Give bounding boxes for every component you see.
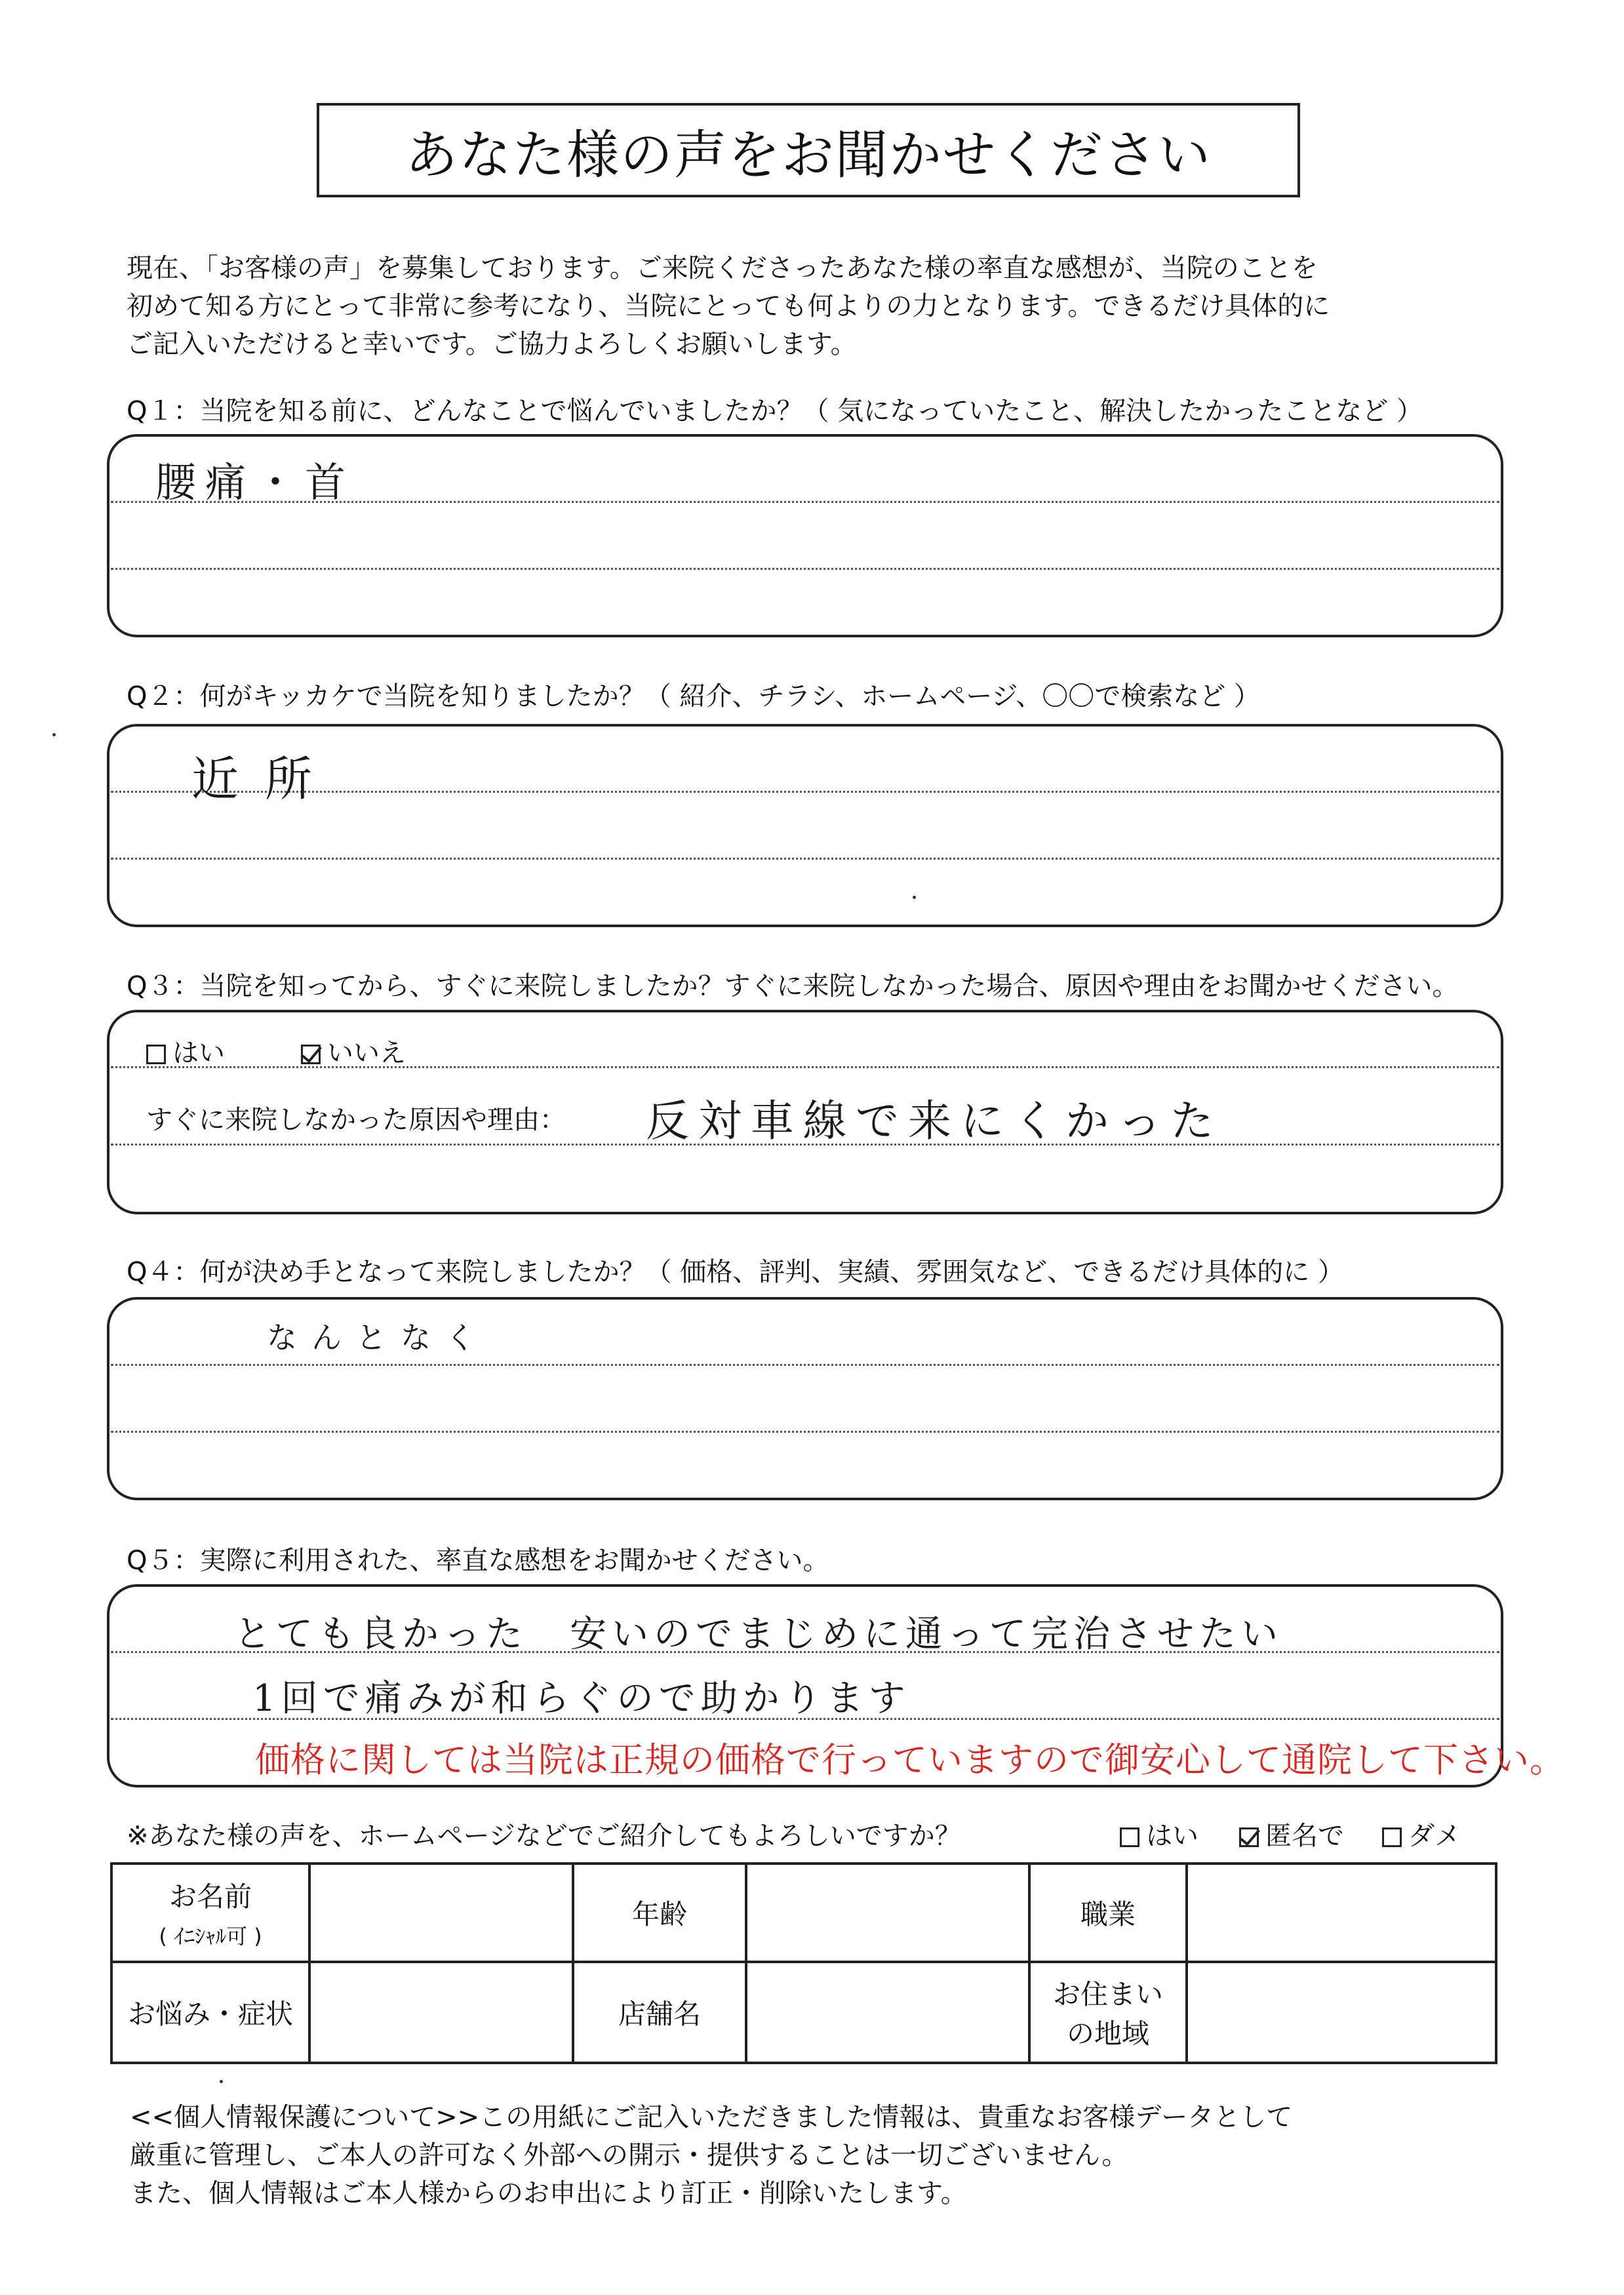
area-field[interactable]	[1187, 1962, 1496, 2063]
q4-label: Q４：何が決め手となって来院しましたか？（ 価格、評判、実績、雰囲気など、できるだけ具体的に ）	[127, 1257, 1344, 1287]
privacy-line: <<個人情報保護について>>この用紙にご記入いただきました情報は、貴重なお客様データとして	[130, 2102, 1293, 2132]
store-header: 店舗名	[573, 1962, 746, 2063]
privacy-line: 厳重に管理し、ご本人の許可なく外部への開示・提供することは一切ございません。	[130, 2140, 1128, 2170]
customer-info-table	[110, 1862, 1497, 2064]
q3-no-option[interactable]	[301, 1032, 406, 1069]
occupation-field[interactable]	[1187, 1864, 1496, 1962]
page-title: あなた様の声をお聞かせください	[317, 103, 1300, 197]
consent-no-checkbox[interactable]	[1382, 1827, 1402, 1847]
q3-yes-checkbox[interactable]	[146, 1045, 166, 1064]
age-header: 年齢	[573, 1864, 746, 1962]
q4-answer: なんとなく	[267, 1320, 490, 1355]
consent-option-no[interactable]	[1382, 1815, 1461, 1852]
q2-label: Q２：何がキッカケで当院を知りましたか？（ 紹介、チラシ、ホームページ、〇〇で検索など ）	[127, 681, 1260, 711]
consent-yes-checkbox[interactable]	[1120, 1827, 1139, 1847]
name-header: お名前 ( ｲﾆｼｬﾙ可 )	[111, 1864, 309, 1962]
scan-speck	[52, 733, 56, 736]
q5-answer-box[interactable]	[107, 1584, 1565, 1787]
scan-speck	[913, 896, 916, 899]
occupation-header: 職業	[1029, 1864, 1187, 1962]
q3-reason-answer: 反対車線で来にくかった	[646, 1096, 1223, 1146]
intro-line: 初めて知る方にとって非常に参考になり、当院にとっても何よりの力となります。できるだけ具体的に	[127, 291, 1330, 321]
symptoms-header: お悩み・症状	[111, 1962, 309, 2063]
name-note: ( ｲﾆｼｬﾙ可 )	[159, 1924, 262, 1949]
clinic-reply: 価格に関しては当院は正規の価格で行っていますので御安心して通院して下さい。	[255, 1740, 1565, 1780]
intro-line: ご記入いただけると幸いです。ご協力よろしくお願いします。	[127, 329, 857, 359]
name-field[interactable]	[309, 1864, 573, 1962]
q3-label: Q３：当院を知ってから、すぐに来院しましたか？すぐに来院しなかった場合、原因や理由をお聞かせください。	[127, 971, 1459, 1001]
intro-text	[127, 249, 1503, 363]
q5-answer-line-2: 1回で痛みが和らぐので助かります	[252, 1677, 911, 1720]
symptoms-field[interactable]	[309, 1962, 573, 2063]
consent-anonymous-label: 匿名で	[1265, 1821, 1344, 1851]
area-header: お住まい の地域	[1029, 1962, 1187, 2063]
consent-anonymous-checkbox[interactable]	[1239, 1827, 1259, 1847]
q1-answer-box[interactable]	[107, 434, 1503, 637]
q3-answer-box[interactable]	[107, 1010, 1503, 1214]
q5-label: Q５：実際に利用された、率直な感想をお聞かせください。	[127, 1546, 829, 1576]
privacy-notice	[130, 2098, 1292, 2212]
q3-no-label: いいえ	[327, 1038, 406, 1068]
age-field[interactable]	[746, 1864, 1029, 1962]
q2-answer-box[interactable]	[107, 724, 1503, 927]
consent-yes-label: はい	[1146, 1821, 1198, 1851]
consent-question: ※あなた様の声を、ホームページなどでご紹介してもよろしいですか？	[127, 1821, 961, 1851]
consent-option-yes[interactable]	[1120, 1815, 1198, 1852]
q1-answer: 腰痛・首	[155, 458, 355, 506]
consent-option-anonymous[interactable]	[1239, 1815, 1344, 1852]
intro-line: 現在、「お客様の声」を募集しております。ご来院くださったあなた様の率直な感想が、当院のことを	[127, 253, 1318, 283]
q4-answer-box[interactable]	[107, 1297, 1503, 1500]
q5-answer-line-1: とても良かった 安いのでまじめに通って完治させたい	[234, 1613, 1283, 1656]
q2-answer: 近所	[191, 751, 339, 807]
consent-no-label: ダメ	[1408, 1821, 1461, 1851]
privacy-line: また、個人情報はご本人様からのお申出により訂正・削除いたします。	[130, 2178, 967, 2208]
q3-yes-label: はい	[172, 1038, 225, 1068]
q3-yes-option[interactable]	[146, 1032, 225, 1069]
q3-reason-label: すぐに来院しなかった原因や理由：	[146, 1105, 566, 1135]
store-field[interactable]	[746, 1962, 1029, 2063]
q3-no-checkbox[interactable]	[301, 1045, 321, 1064]
q1-label: Q１：当院を知る前に、どんなことで悩んでいましたか？（ 気になっていたこと、解決したかったことなど ）	[127, 396, 1423, 426]
scan-speck	[220, 2080, 223, 2083]
